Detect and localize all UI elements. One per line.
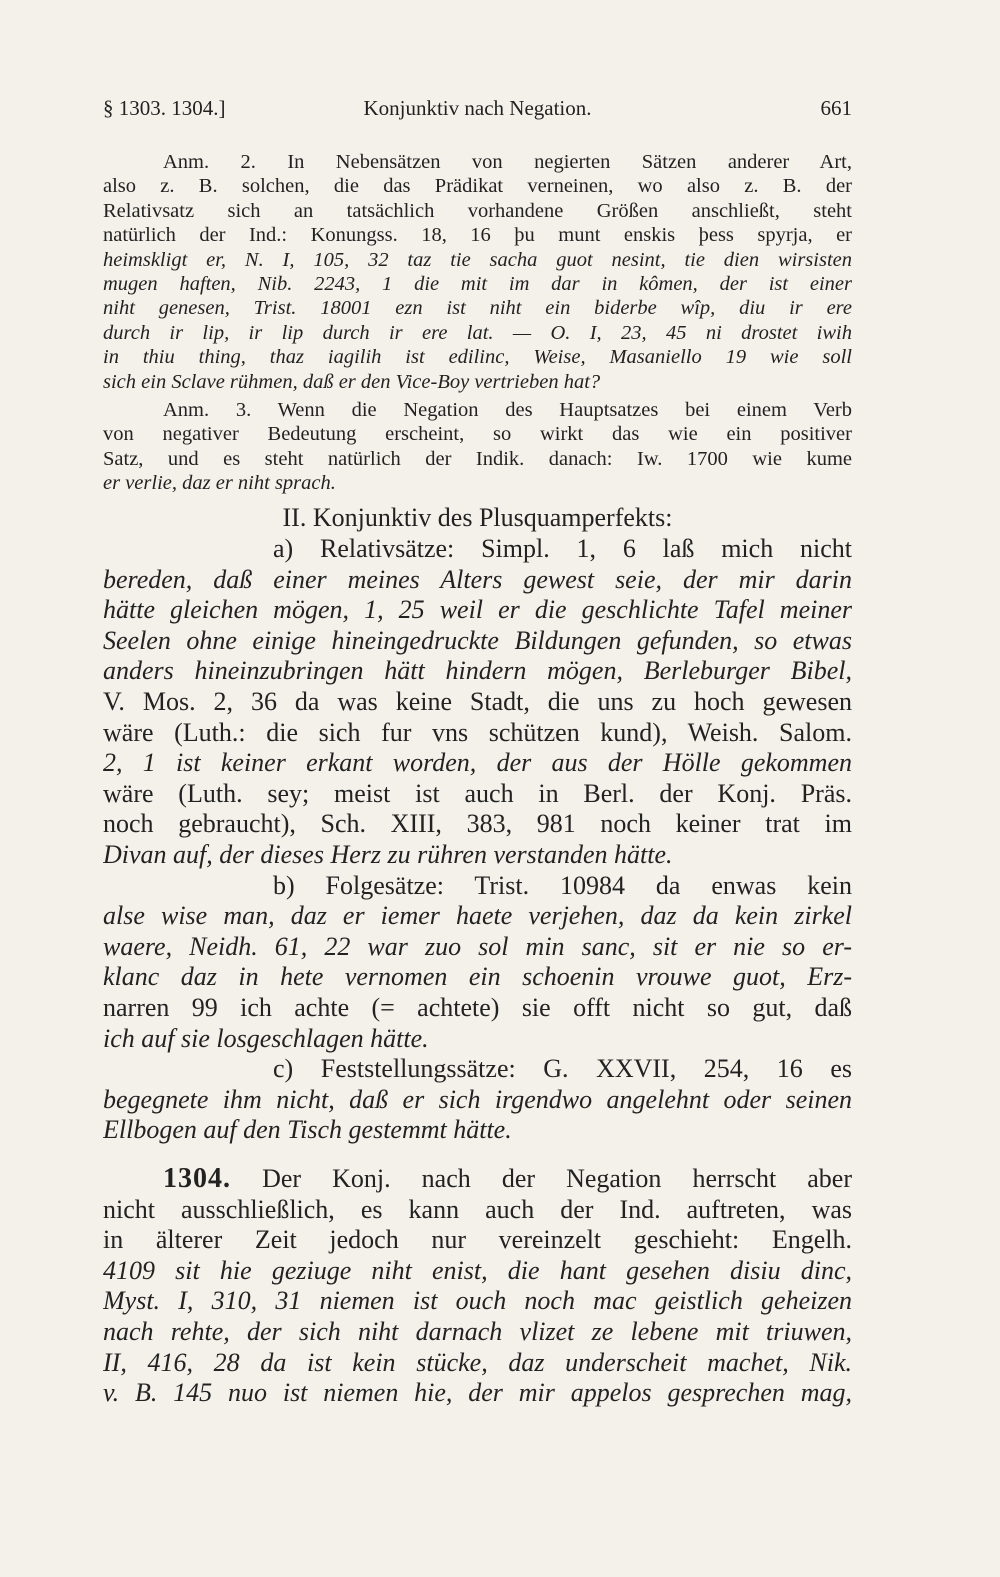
text-line: 4109 sit hie geziuge niht enist, die hant gesehen disiu dinc, [103, 1255, 852, 1285]
text-line: anders hineinzubringen hätt hindern mögen, Berleburger Bibel, [103, 656, 852, 686]
text-line: V. Mos. 2, 36 da was keine Stadt, die uns zu hoch gewesen [103, 687, 852, 717]
text-line: wäre (Luth. sey; meist ist auch in Berl. der Konj. Präs. [103, 778, 852, 808]
part-b-folgesaetze [103, 871, 852, 1055]
text-line [103, 1164, 852, 1195]
text-line: klanc daz in hete vernomen ein schoenin vrouwe guot, Erz- [103, 962, 852, 992]
part-c-feststellungssaetze [103, 1054, 852, 1146]
text-line: also z. B. solchen, die das Prädikat verneinen, wo also z. B. der [103, 175, 852, 198]
text-line: begegnete ihm nicht, daß er sich irgendwo angelehnt oder seinen [103, 1084, 852, 1114]
text-line: hätte gleichen mögen, 1, 25 weil er die geschlichte Tafel meiner [103, 595, 852, 625]
text-line: Myst. I, 310, 31 niemen ist ouch noch mac geistlich geheizen [103, 1286, 852, 1316]
text-line: narren 99 ich achte (= achtete) sie offt nicht so gut, daß [103, 992, 852, 1022]
section-lead-text: Der Konj. nach der Negation herrscht aber [262, 1163, 852, 1193]
text-line: Anm. 3. Wenn die Negation des Hauptsatzes bei einem Verb [163, 398, 852, 421]
text-line: nach rehte, der sich niht darnach vlizet ze lebene mit triuwen, [103, 1316, 852, 1346]
text-line: wäre (Luth.: die sich fur vns schützen kund), Weish. Salom. [103, 717, 852, 747]
text-line: niht genesen, Trist. 18001 ezn ist niht ein biderbe wîp, diu ir ere [103, 297, 852, 320]
note-anm-3 [103, 398, 852, 496]
text-line: c) Feststellungssätze: G. XXVII, 254, 16 es [273, 1054, 852, 1084]
section-plusquamperfekt [103, 503, 852, 1145]
part-a-relativsaetze [103, 534, 852, 871]
text-line: Anm. 2. In Nebensätzen von negierten Sätzen anderer Art, [163, 151, 852, 173]
section-number: 1304. [163, 1163, 231, 1194]
page-body [103, 150, 852, 1409]
text-line: durch ir lip, ir lip durch ir ere lat. — O. I, 23, 45 ni drostet iwih [103, 321, 852, 344]
text-line: nicht ausschließlich, es kann auch der Ind. auftreten, was [103, 1194, 852, 1224]
text-line: v. B. 145 nuo ist niemen hie, der mir appelos gesprechen mag, [103, 1378, 852, 1408]
section-reference: § 1303. 1304.] [103, 96, 226, 120]
running-header [103, 96, 852, 126]
text-line: noch gebraucht), Sch. XIII, 383, 981 noch keiner trat im [103, 809, 852, 839]
text-line: in älterer Zeit jedoch nur vereinzelt geschieht: Engelh. [103, 1225, 852, 1255]
text-line: er verlie, daz er niht sprach. [103, 472, 336, 495]
text-line: sich ein Sclave rühmen, daß er den Vice-Boy vertrieben hat? [103, 370, 601, 393]
text-line: von negativer Bedeutung erscheint, so wirkt das wie ein positiver [103, 423, 852, 446]
text-line: ich auf sie losgeschlagen hätte. [103, 1023, 429, 1053]
text-line: Seelen ohne einige hineingedruckte Bildungen gefunden, so etwas [103, 625, 852, 655]
text-line: natürlich der Ind.: Konungss. 18, 16 þu munt enskis þess spyrja, er [103, 224, 852, 247]
text-line: Relativsatz sich an tatsächlich vorhandene Größen anschließt, steht [103, 199, 852, 222]
text-line: waere, Neidh. 61, 22 war zuo sol min sanc, sit er nie so er- [103, 931, 852, 961]
text-line: heimskligt er, N. I, 105, 32 taz tie sacha guot nesint, tie dien wirsisten [103, 248, 852, 271]
text-line: in thiu thing, thaz iagilih ist edilinc, Weise, Masaniello 19 wie soll [103, 346, 852, 369]
section-heading: II. Konjunktiv des Plusquamperfekts: [282, 503, 673, 533]
text-line: Ellbogen auf den Tisch gestemmt hätte. [103, 1115, 512, 1145]
text-line: alse wise man, daz er iemer haete verjehen, daz da kein zirkel [103, 901, 852, 931]
running-title: Konjunktiv nach Negation. [363, 96, 592, 120]
note-anm-2 [103, 150, 852, 394]
text-line: 2, 1 ist keiner erkant worden, der aus der Hölle gekommen [103, 748, 852, 778]
text-line: bereden, daß einer meines Alters gewest seie, der mir darin [103, 564, 852, 594]
text-line: b) Folgesätze: Trist. 10984 da enwas kein [273, 870, 852, 900]
text-line: mugen haften, Nib. 2243, 1 die mit im dar in kômen, der ist einer [103, 272, 852, 295]
text-line: a) Relativsätze: Simpl. 1, 6 laß mich nicht [273, 534, 852, 564]
page-number: 661 [820, 96, 852, 120]
text-line: Divan auf, der dieses Herz zu rühren verstanden hätte. [103, 840, 673, 869]
text-line: II, 416, 28 da ist kein stücke, daz underscheit machet, Nik. [103, 1347, 852, 1377]
section-1304 [103, 1164, 852, 1409]
text-line: Satz, und es steht natürlich der Indik. danach: Iw. 1700 wie kume [103, 447, 852, 470]
